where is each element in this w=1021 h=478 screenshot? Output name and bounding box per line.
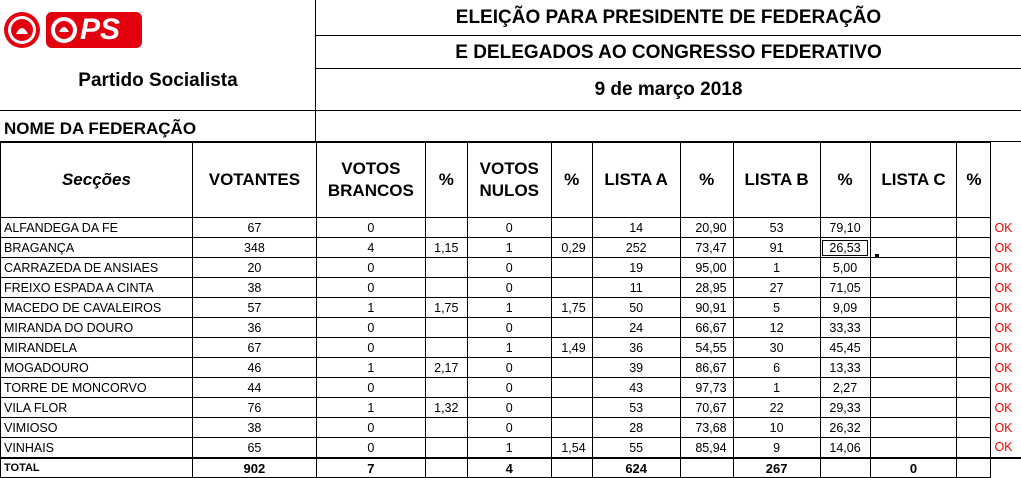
table-row: [1, 378, 1021, 398]
total-row: [1, 458, 1021, 478]
cell-lista-c-pct[interactable]: [957, 398, 991, 418]
cell-lista-a[interactable]: 39: [592, 358, 680, 378]
table-row: [1, 258, 1021, 278]
cell-brancos-pct[interactable]: 1,15: [425, 238, 467, 258]
cell-lista-a[interactable]: 14: [592, 218, 680, 238]
cell-lista-b[interactable]: 10: [733, 418, 820, 438]
cell-lista-a-pct[interactable]: 66,67: [680, 318, 733, 338]
col-header-lista-b[interactable]: LISTA B: [733, 143, 820, 218]
cell-nulos-pct[interactable]: [551, 398, 592, 418]
cell-brancos[interactable]: 0: [316, 278, 425, 298]
cell-lista-a[interactable]: 43: [592, 378, 680, 398]
cell-lista-c-pct[interactable]: [957, 298, 991, 318]
cell-lista-b-pct[interactable]: 33,33: [820, 318, 870, 338]
federation-value-cell[interactable]: [316, 111, 1021, 142]
cell-lista-a-pct[interactable]: 70,67: [680, 398, 733, 418]
cell-lista-a[interactable]: 24: [592, 318, 680, 338]
cell-lista-b-pct[interactable]: 26,53: [820, 238, 870, 258]
cell-lista-b[interactable]: 9: [733, 438, 820, 459]
cell-brancos[interactable]: 1: [316, 398, 425, 418]
cell-nulos[interactable]: 1: [467, 338, 551, 358]
cell-lista-a-pct[interactable]: 90,91: [680, 298, 733, 318]
total-nulos-pct[interactable]: [551, 458, 592, 478]
cell-lista-b-pct[interactable]: 26,32: [820, 418, 870, 438]
cell-brancos[interactable]: 1: [316, 358, 425, 378]
cell-lista-c-pct[interactable]: [957, 278, 991, 298]
header-row: [1, 143, 1021, 218]
col-header-votantes[interactable]: VOTANTES: [192, 143, 316, 218]
results-body: [1, 218, 1021, 459]
cell-brancos[interactable]: 0: [316, 318, 425, 338]
cell-lista-c[interactable]: [870, 358, 957, 378]
cell-status[interactable]: OK: [991, 298, 1021, 318]
cell-lista-a-pct[interactable]: 85,94: [680, 438, 733, 459]
cell-seccao[interactable]: VIMIOSO: [1, 418, 193, 438]
cell-nulos[interactable]: 0: [467, 378, 551, 398]
title-line-1: ELEIÇÃO PARA PRESIDENTE DE FEDERAÇÃO: [316, 0, 1021, 36]
cell-brancos-pct[interactable]: [425, 278, 467, 298]
cell-nulos-pct[interactable]: [551, 378, 592, 398]
cell-lista-a-pct[interactable]: 20,90: [680, 218, 733, 238]
cell-status[interactable]: OK: [991, 278, 1021, 298]
col-header-lista-a[interactable]: LISTA A: [592, 143, 680, 218]
cell-nulos-pct[interactable]: 0,29: [551, 238, 592, 258]
selection-fill-handle[interactable]: [875, 254, 879, 258]
cell-votantes[interactable]: 36: [192, 318, 316, 338]
cell-brancos[interactable]: 4: [316, 238, 425, 258]
election-date: 9 de março 2018: [316, 69, 1021, 111]
cell-seccao[interactable]: FREIXO ESPADA A CINTA: [1, 278, 193, 298]
total-lista-c[interactable]: 0: [870, 458, 957, 478]
total-votantes[interactable]: 902: [192, 458, 316, 478]
table-row: [1, 218, 1021, 238]
results-table: [0, 142, 1021, 478]
cell-status[interactable]: OK: [991, 338, 1021, 358]
cell-lista-b[interactable]: 12: [733, 318, 820, 338]
cell-seccao[interactable]: MOGADOURO: [1, 358, 193, 378]
col-header-seccoes[interactable]: Secções: [1, 143, 193, 218]
col-header-nulos-pct[interactable]: %: [551, 143, 592, 218]
cell-lista-a[interactable]: 11: [592, 278, 680, 298]
cell-lista-c-pct[interactable]: [957, 418, 991, 438]
cell-nulos[interactable]: 1: [467, 438, 551, 459]
cell-status[interactable]: OK: [991, 218, 1021, 238]
table-row: [1, 358, 1021, 378]
cell-lista-b[interactable]: 91: [733, 238, 820, 258]
cell-nulos-pct[interactable]: [551, 318, 592, 338]
party-name: Partido Socialista: [0, 70, 316, 92]
cell-lista-b[interactable]: 6: [733, 358, 820, 378]
cell-lista-c-pct[interactable]: [957, 238, 991, 258]
table-row: [1, 338, 1021, 358]
cell-nulos[interactable]: 0: [467, 318, 551, 338]
cell-nulos-pct[interactable]: 1,54: [551, 438, 592, 459]
total-status: [991, 458, 1021, 478]
cell-nulos[interactable]: 1: [467, 238, 551, 258]
cell-lista-b-pct[interactable]: 9,09: [820, 298, 870, 318]
cell-seccao[interactable]: VINHAIS: [1, 438, 193, 459]
cell-lista-c[interactable]: [870, 218, 957, 238]
cell-lista-c-pct[interactable]: [957, 218, 991, 238]
cell-lista-a-pct[interactable]: 54,55: [680, 338, 733, 358]
ps-logo-icon: [2, 10, 144, 50]
cell-nulos[interactable]: 0: [467, 398, 551, 418]
cell-brancos-pct[interactable]: [425, 378, 467, 398]
cell-lista-c[interactable]: [870, 438, 957, 459]
cell-lista-b-pct[interactable]: 14,06: [820, 438, 870, 459]
cell-votantes[interactable]: 76: [192, 398, 316, 418]
cell-votantes[interactable]: 67: [192, 338, 316, 358]
cell-lista-b-pct[interactable]: 71,05: [820, 278, 870, 298]
cell-lista-a[interactable]: 252: [592, 238, 680, 258]
cell-nulos[interactable]: 0: [467, 278, 551, 298]
cell-lista-a-pct[interactable]: 28,95: [680, 278, 733, 298]
cell-status[interactable]: OK: [991, 418, 1021, 438]
cell-nulos[interactable]: 0: [467, 358, 551, 378]
cell-brancos[interactable]: 0: [316, 378, 425, 398]
cell-brancos-pct[interactable]: 2,17: [425, 358, 467, 378]
cell-lista-b-pct[interactable]: 45,45: [820, 338, 870, 358]
cell-lista-a[interactable]: 28: [592, 418, 680, 438]
cell-brancos[interactable]: 0: [316, 338, 425, 358]
cell-lista-b-pct[interactable]: 13,33: [820, 358, 870, 378]
cell-brancos-pct[interactable]: [425, 438, 467, 459]
table-row: [1, 278, 1021, 298]
col-header-lista-c-pct[interactable]: %: [957, 143, 991, 218]
cell-brancos[interactable]: 0: [316, 418, 425, 438]
cell-status[interactable]: OK: [991, 438, 1021, 459]
cell-seccao[interactable]: BRAGANÇA: [1, 238, 193, 258]
cell-lista-a[interactable]: 53: [592, 398, 680, 418]
cell-brancos-pct[interactable]: [425, 418, 467, 438]
cell-lista-c-pct[interactable]: [957, 438, 991, 459]
cell-lista-c-pct[interactable]: [957, 258, 991, 278]
cell-lista-c[interactable]: [870, 258, 957, 278]
cell-votantes[interactable]: 57: [192, 298, 316, 318]
cell-brancos-pct[interactable]: [425, 218, 467, 238]
cell-nulos-pct[interactable]: [551, 218, 592, 238]
cell-brancos-pct[interactable]: [425, 318, 467, 338]
table-row: [1, 238, 1021, 258]
header-left-block: [0, 0, 316, 111]
cell-brancos[interactable]: 0: [316, 258, 425, 278]
cell-status[interactable]: OK: [991, 238, 1021, 258]
cell-votantes[interactable]: 46: [192, 358, 316, 378]
total-brancos-pct[interactable]: [425, 458, 467, 478]
cell-seccao[interactable]: MACEDO DE CAVALEIROS: [1, 298, 193, 318]
cell-lista-c[interactable]: [870, 418, 957, 438]
cell-lista-b-pct[interactable]: 5,00: [820, 258, 870, 278]
cell-lista-c[interactable]: [870, 338, 957, 358]
cell-votantes[interactable]: 44: [192, 378, 316, 398]
cell-nulos[interactable]: 0: [467, 418, 551, 438]
cell-brancos-pct[interactable]: [425, 258, 467, 278]
cell-brancos[interactable]: 0: [316, 218, 425, 238]
cell-lista-b-pct[interactable]: 79,10: [820, 218, 870, 238]
cell-lista-a[interactable]: 19: [592, 258, 680, 278]
title-line-2: E DELEGADOS AO CONGRESSO FEDERATIVO: [316, 36, 1021, 69]
cell-lista-a[interactable]: 50: [592, 298, 680, 318]
cell-status[interactable]: OK: [991, 358, 1021, 378]
total-lista-b[interactable]: 267: [733, 458, 820, 478]
total-lista-b-pct[interactable]: [820, 458, 870, 478]
cell-seccao[interactable]: ALFANDEGA DA FE: [1, 218, 193, 238]
cell-lista-c[interactable]: [870, 378, 957, 398]
cell-seccao[interactable]: CARRAZEDA DE ANSIAES: [1, 258, 193, 278]
logo-text: PS: [80, 13, 120, 47]
cell-status[interactable]: OK: [991, 318, 1021, 338]
cell-lista-b-pct[interactable]: 2,27: [820, 378, 870, 398]
cell-lista-c-pct[interactable]: [957, 378, 991, 398]
cell-lista-c[interactable]: [870, 278, 957, 298]
cell-lista-c-pct[interactable]: [957, 318, 991, 338]
cell-brancos[interactable]: 1: [316, 298, 425, 318]
cell-seccao[interactable]: MIRANDA DO DOURO: [1, 318, 193, 338]
cell-nulos-pct[interactable]: 1,75: [551, 298, 592, 318]
cell-lista-a-pct[interactable]: 95,00: [680, 258, 733, 278]
cell-seccao[interactable]: TORRE DE MONCORVO: [1, 378, 193, 398]
cell-nulos[interactable]: 0: [467, 258, 551, 278]
cell-lista-b[interactable]: 22: [733, 398, 820, 418]
col-header-votos-nulos[interactable]: VOTOS NULOS: [467, 143, 551, 218]
cell-status[interactable]: OK: [991, 398, 1021, 418]
cell-status[interactable]: OK: [991, 378, 1021, 398]
cell-brancos-pct[interactable]: [425, 338, 467, 358]
cell-lista-b[interactable]: 1: [733, 378, 820, 398]
cell-brancos-pct[interactable]: 1,75: [425, 298, 467, 318]
col-header-lista-c[interactable]: LISTA C: [870, 143, 957, 218]
table-row: [1, 318, 1021, 338]
status-column-header: [991, 143, 1021, 218]
cell-seccao[interactable]: MIRANDELA: [1, 338, 193, 358]
cell-nulos-pct[interactable]: [551, 278, 592, 298]
cell-lista-c-pct[interactable]: [957, 338, 991, 358]
cell-nulos-pct[interactable]: 1,49: [551, 338, 592, 358]
cell-lista-a-pct[interactable]: 97,73: [680, 378, 733, 398]
cell-votantes[interactable]: 38: [192, 278, 316, 298]
total-brancos[interactable]: 7: [316, 458, 425, 478]
cell-votantes[interactable]: 20: [192, 258, 316, 278]
col-header-votos-brancos[interactable]: VOTOS BRANCOS: [316, 143, 425, 218]
table-row: [1, 298, 1021, 318]
cell-votantes[interactable]: 67: [192, 218, 316, 238]
cell-nulos-pct[interactable]: [551, 418, 592, 438]
cell-lista-b[interactable]: 30: [733, 338, 820, 358]
cell-lista-b[interactable]: 27: [733, 278, 820, 298]
federation-label: NOME DA FEDERAÇÃO: [0, 111, 316, 142]
cell-lista-c-pct[interactable]: [957, 358, 991, 378]
col-header-lista-a-pct[interactable]: %: [680, 143, 733, 218]
cell-brancos[interactable]: 0: [316, 438, 425, 459]
cell-lista-a-pct[interactable]: 73,47: [680, 238, 733, 258]
cell-lista-a-pct[interactable]: 86,67: [680, 358, 733, 378]
cell-lista-c[interactable]: [870, 298, 957, 318]
cell-lista-c[interactable]: [870, 398, 957, 418]
cell-lista-a[interactable]: 55: [592, 438, 680, 459]
cell-brancos-pct[interactable]: 1,32: [425, 398, 467, 418]
total-label[interactable]: TOTAL: [1, 458, 193, 478]
cell-lista-b-pct[interactable]: 29,33: [820, 398, 870, 418]
cell-nulos[interactable]: 1: [467, 298, 551, 318]
total-lista-a-pct[interactable]: [680, 458, 733, 478]
table-row: [1, 438, 1021, 459]
table-row: [1, 398, 1021, 418]
col-header-lista-b-pct[interactable]: %: [820, 143, 870, 218]
cell-lista-c[interactable]: [870, 318, 957, 338]
total-lista-a[interactable]: 624: [592, 458, 680, 478]
total-lista-c-pct[interactable]: [957, 458, 991, 478]
cell-votantes[interactable]: 348: [192, 238, 316, 258]
cell-nulos[interactable]: 0: [467, 218, 551, 238]
cell-lista-b[interactable]: 5: [733, 298, 820, 318]
total-nulos[interactable]: 4: [467, 458, 551, 478]
cell-status[interactable]: OK: [991, 258, 1021, 278]
cell-lista-c[interactable]: [870, 238, 957, 258]
cell-lista-b[interactable]: 53: [733, 218, 820, 238]
table-row: [1, 418, 1021, 438]
cell-seccao[interactable]: VILA FLOR: [1, 398, 193, 418]
cell-lista-a-pct[interactable]: 73,68: [680, 418, 733, 438]
cell-lista-a[interactable]: 36: [592, 338, 680, 358]
cell-votantes[interactable]: 38: [192, 418, 316, 438]
cell-nulos-pct[interactable]: [551, 258, 592, 278]
col-header-brancos-pct[interactable]: %: [425, 143, 467, 218]
cell-votantes[interactable]: 65: [192, 438, 316, 459]
cell-lista-b[interactable]: 1: [733, 258, 820, 278]
cell-nulos-pct[interactable]: [551, 358, 592, 378]
